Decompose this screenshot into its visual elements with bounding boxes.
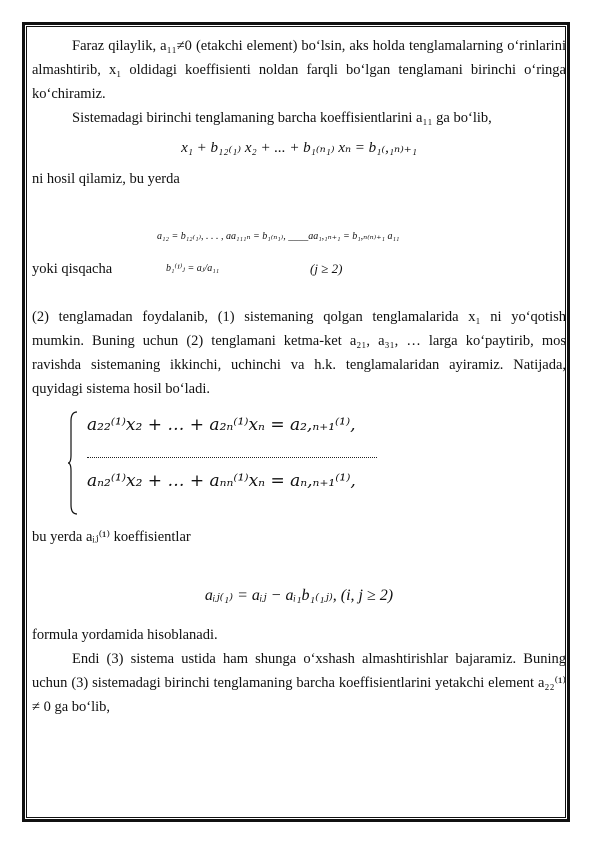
short-form-label: yoki qisqacha	[32, 261, 113, 277]
short-form-row	[32, 261, 566, 305]
paragraph-3: ni hosil qilamiz, bu yerda	[32, 171, 180, 187]
system-dotted-line	[87, 457, 377, 458]
equation-normalized: x₁ + b₁₂₍₁₎ x₂ + ... + b₁₍ₙ₁₎ xₙ = b₁₍,₁ₙ₎₊₁	[181, 140, 417, 156]
system-row-1: a₂₂⁽¹⁾x₂ + … + a₂ₙ⁽¹⁾xₙ = a₂,ₙ₊₁⁽¹⁾,	[87, 415, 356, 435]
left-brace	[68, 411, 78, 515]
document-body	[32, 34, 566, 719]
paragraph-4: (2) tenglamadan foydalanib, (1) sistemaning qolgan tenglamalarida x₁ ni yo‘qotish mumkin. Buning uchun (2) tenglamani ketma-ket a₂₁, a₃₁, … larga ko‘paytirib, mos ravishda sistemaning ikkinchi, uchinchi va h.k. tenglamalaridan ayiramiz. Natijada, quyidagi sistema hosil bo‘ladi.	[32, 309, 566, 397]
paragraph-6: formula yordamida hisoblanadi.	[32, 627, 218, 643]
definition-block	[32, 191, 566, 261]
paragraph-5: bu yerda aᵢⱼ⁽¹⁾ koeffisientlar	[32, 529, 191, 545]
paragraph-2: Sistemadagi birinchi tenglamaning barcha koeffisientlarini a₁₁ ga bo‘lib,	[72, 110, 492, 126]
paragraph-7: Endi (3) sistema ustida ham shunga o‘xshash almashtirishlar bajaramiz. Buning uchun (3) sistemadagi birinchi tenglamaning barcha koeffisientlarini yetakchi element a₂₂⁽¹⁾ ≠ 0 ga bo‘lib,	[32, 651, 566, 715]
short-form-condition: (j ≥ 2)	[310, 261, 343, 276]
paragraph-1: Faraz qilaylik, a₁₁≠0 (etakchi element) bo‘lsin, aks holda tenglamalarning o‘rinlarini almashtirib, x₁ oldidagi koeffisienti noldan farqli bo‘lgan tenglamani birinchi o‘ringa ko‘chiramiz.	[32, 38, 566, 102]
short-form-formula: b₁⁽¹⁾ⱼ = aⱼ/a₁₁	[166, 263, 220, 274]
definition-formula: a₁₂ = b₁₂₍₁₎, . . . , aa₁₁₁ₙ = b₁₍ₙ₁₎, ____aa₁,₁ₙ₊₁ = b₁,ₙ₍ₙ₎₊₁ a₁₁	[157, 231, 400, 242]
equation-coefficients: aᵢⱼ₍₁₎ = aᵢⱼ − aᵢ₁b₁₍₁ⱼ₎, (i, j ≥ 2)	[204, 587, 394, 604]
equation-system	[32, 407, 566, 525]
system-row-n: aₙ₂⁽¹⁾x₂ + … + aₙₙ⁽¹⁾xₙ = aₙ,ₙ₊₁⁽¹⁾,	[87, 471, 356, 491]
